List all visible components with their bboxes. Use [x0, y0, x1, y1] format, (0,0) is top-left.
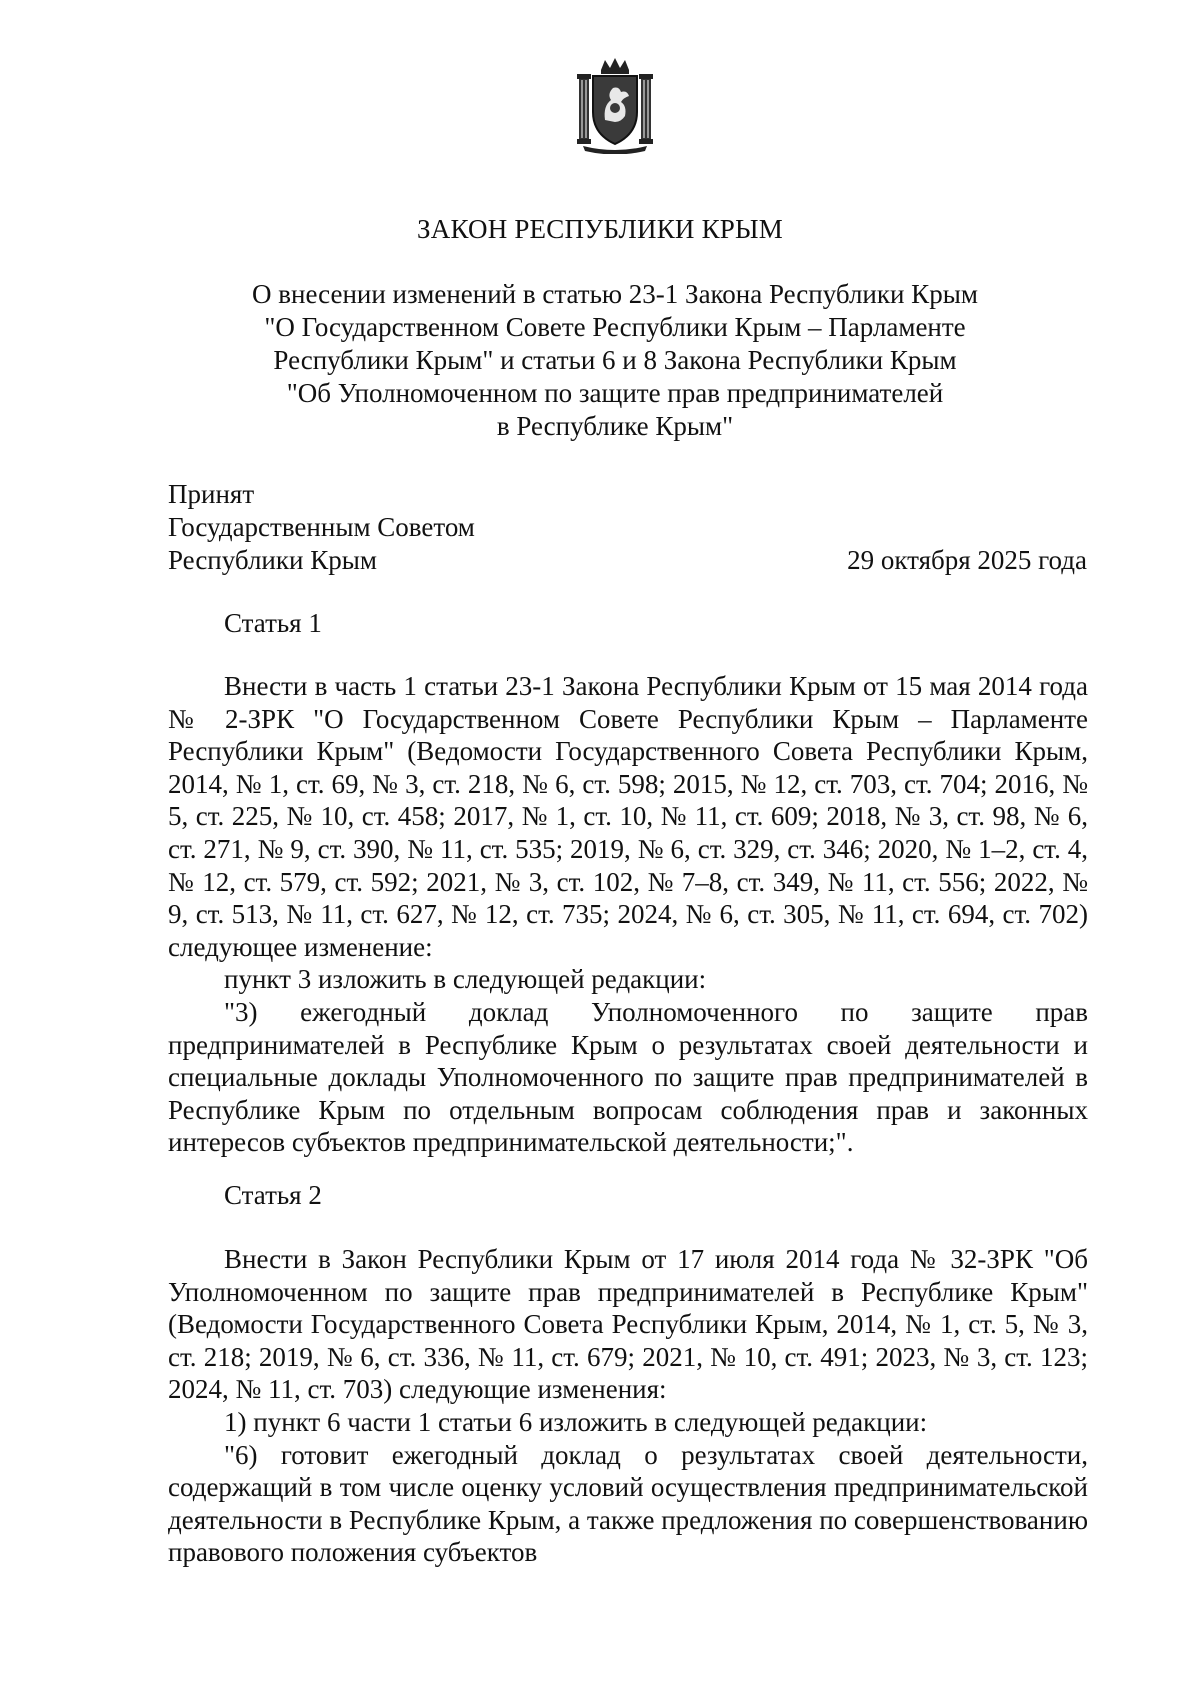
article-1-paragraph: "3) ежегодный доклад Уполномоченного по защите прав предпринимателей в Республике Крым о результатах своей деятельности и специальные доклады Уполномоченного по защите прав предпринимателей в Республике Крым по отдельным вопросам соблюдения прав и законных интересов субъектов предпринимательской деятельности;".	[168, 996, 1088, 1158]
article-1-paragraph: Внести в часть 1 статьи 23-1 Закона Республики Крым от 15 мая 2014 года № 2-ЗРК "О Государственном Совете Республики Крым – Парламенте Республики Крым" (Ведомости Государственного Совета Республики Крым, 2014, № 1, ст. 69, № 3, ст. 218, № 6, ст. 598; 2015, № 12, ст. 703, ст. 704; 2016, № 5, ст. 225, № 10, ст. 458; 2017, № 1, ст. 10, № 11, ст. 609; 2018, № 3, ст. 98, № 6, ст. 271, № 9, ст. 390, № 11, ст. 535; 2019, № 6, ст. 329, ст. 346; 2020, № 1–2, ст. 4, № 12, ст. 579, ст. 592; 2021, № 3, ст. 102, № 7–8, ст. 349, № 11, ст. 556; 2022, № 9, ст. 513, № 11, ст. 627, № 12, ст. 735; 2024, № 6, ст. 305, № 11, ст. 694, ст. 702) следующее изменение:	[168, 671, 1088, 962]
article-2-heading: Статья 2	[224, 1180, 322, 1210]
subtitle-line: "О Государственном Совете Республики Крым – Парламенте	[264, 312, 966, 342]
article-2-paragraph: 1) пункт 6 части 1 статьи 6 изложить в следующей редакции:	[224, 1406, 928, 1437]
adopted-line: Государственным Советом	[168, 512, 475, 542]
adopted-line: Принят	[168, 479, 255, 509]
article-1-body	[168, 670, 1088, 1159]
subtitle-line: "Об Уполномоченном по защите прав предпринимателей	[286, 378, 944, 408]
article-1-paragraph: пункт 3 изложить в следующей редакции:	[224, 964, 707, 995]
article-2-paragraph: Внести в Закон Республики Крым от 17 июля 2014 года № 32-ЗРК "Об Уполномоченном по защите прав предпринимателей в Республике Крым" (Ведомости Государственного Совета Республики Крым, 2014, № 1, ст. 5, № 3, ст. 218; 2019, № 6, ст. 336, № 11, ст. 679; 2021, № 10, ст. 491; 2023, № 3, ст. 123; 2024, № 11, ст. 703) следующие изменения:	[168, 1244, 1088, 1405]
article-2-body	[168, 1243, 1088, 1569]
subtitle-line: Республики Крым" и статьи 6 и 8 Закона Республики Крым	[273, 345, 957, 375]
subtitle-line: О внесении изменений в статью 23-1 Закона Республики Крым	[252, 279, 978, 309]
subtitle-line: в Республике Крым"	[496, 411, 734, 441]
article-2-paragraph: "6) готовит ежегодный доклад о результатах своей деятельности, содержащий в том числе оценку условий осуществления предпринимательской деятельности в Республике Крым, а также предложения по совершенствованию правового положения субъектов	[168, 1439, 1088, 1568]
adopted-line: Республики Крым	[168, 545, 377, 575]
article-1-heading: Статья 1	[224, 608, 322, 638]
law-title: ЗАКОН РЕСПУБЛИКИ КРЫМ	[417, 214, 783, 244]
adopted-by-block	[168, 478, 475, 577]
adopted-date: 29 октября 2025 года	[847, 545, 1087, 575]
law-subtitle	[220, 278, 1010, 443]
crimea-coat-of-arms-emblem	[571, 56, 659, 154]
